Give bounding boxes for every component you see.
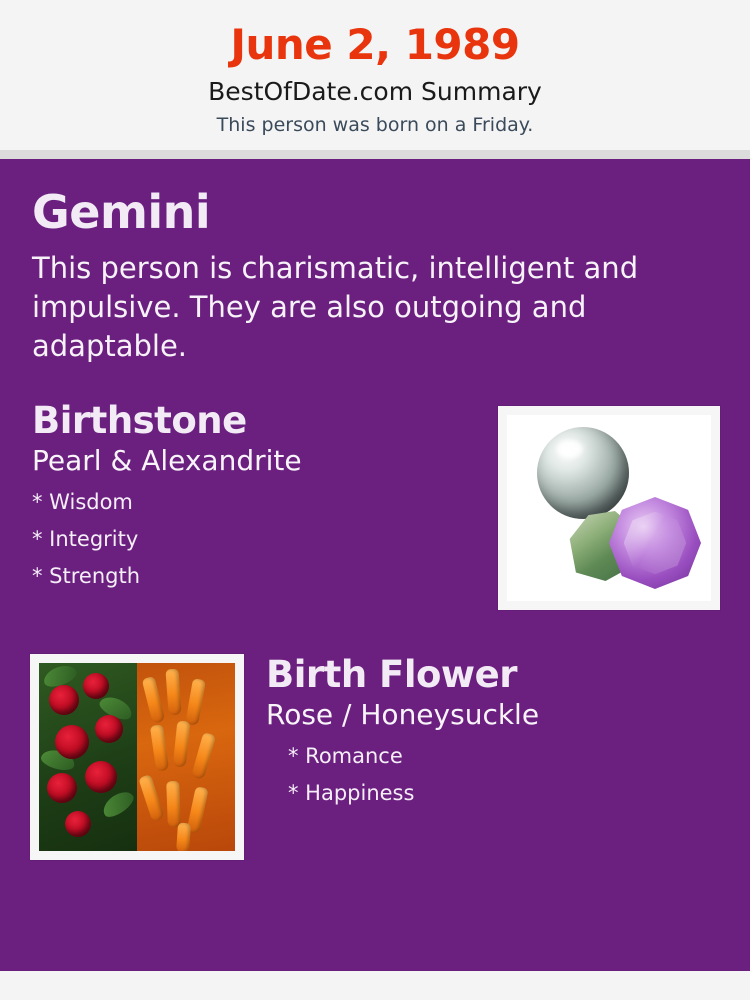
rose-photo-half: [39, 663, 137, 851]
honeysuckle-bloom-icon: [176, 823, 191, 851]
honeysuckle-photo-half: [137, 663, 235, 851]
birthstone-text: [30, 398, 478, 589]
birth-flower-text: [266, 654, 720, 805]
birth-flower-title: Birth Flower: [266, 652, 517, 696]
rose-bloom-icon: [85, 761, 117, 793]
rose-bloom-icon: [55, 725, 89, 759]
birthstone-photo: [507, 415, 711, 601]
birth-flower-section: [30, 654, 720, 860]
honeysuckle-bloom-icon: [138, 774, 165, 822]
page-title: June 2, 1989: [230, 20, 520, 69]
header-divider: [0, 150, 750, 159]
rose-bloom-icon: [49, 685, 79, 715]
birth-flower-photo-frame: [30, 654, 244, 860]
zodiac-description: This person is charismatic, intelligent and impulsive. They are also outgoing and adaptable.: [32, 251, 639, 364]
rose-bloom-icon: [83, 673, 109, 699]
birthstone-trait: * Integrity: [32, 527, 139, 552]
birth-flower-trait: * Happiness: [288, 781, 415, 806]
honeysuckle-bloom-icon: [165, 669, 181, 716]
honeysuckle-bloom-icon: [173, 720, 191, 767]
birth-flower-names: Rose / Honeysuckle: [266, 697, 540, 731]
birth-flower-photo: [39, 663, 235, 851]
rose-bloom-icon: [47, 773, 77, 803]
honeysuckle-bloom-icon: [166, 781, 181, 827]
site-summary-subtitle: BestOfDate.com Summary: [208, 77, 542, 107]
birth-flower-trait: * Romance: [288, 743, 403, 768]
rose-bloom-icon: [65, 811, 91, 837]
alexandrite-gem-icon: [565, 493, 705, 593]
alexandrite-cut-gem: [609, 497, 701, 589]
birthstone-names: Pearl & Alexandrite: [32, 443, 302, 477]
birthstone-title: Birthstone: [32, 398, 247, 442]
main-panel: [0, 159, 750, 971]
birthstone-trait: * Strength: [32, 564, 141, 589]
honeysuckle-bloom-icon: [142, 676, 166, 724]
zodiac-sign-title: Gemini: [32, 185, 211, 240]
birth-weekday-text: This person was born on a Friday.: [216, 114, 534, 137]
header: [0, 0, 750, 150]
honeysuckle-bloom-icon: [150, 724, 169, 771]
birthstone-photo-frame: [498, 406, 720, 610]
honeysuckle-bloom-icon: [185, 678, 206, 726]
birthstone-section: [30, 398, 720, 610]
honeysuckle-bloom-icon: [191, 732, 216, 780]
rose-bloom-icon: [95, 715, 123, 743]
birthstone-trait: * Wisdom: [32, 489, 133, 514]
